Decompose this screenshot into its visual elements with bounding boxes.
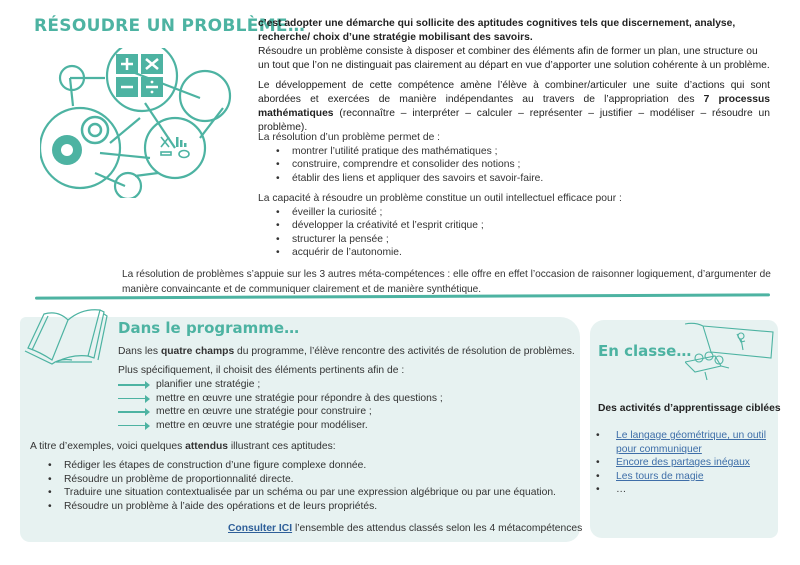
classroom-board-icon	[685, 322, 780, 382]
intro-section	[258, 17, 770, 141]
arrow-right-icon	[118, 411, 148, 413]
programme-specific-intro: Plus spécifiquement, il choisit des éléments pertinents afin de :	[118, 365, 405, 376]
list-item: • développer la créativité et l’esprit critique ;	[276, 219, 778, 233]
examples-list	[30, 459, 570, 513]
strategy-item	[118, 378, 578, 392]
list-item: • …	[596, 483, 776, 497]
resolution-list	[258, 145, 778, 186]
list-item: • construire, comprendre et consolider des notions ;	[276, 158, 778, 172]
open-book-icon	[22, 304, 110, 370]
list-item: • montrer l’utilité pratique des mathématiques ;	[276, 145, 778, 159]
strategy-label: planifier une stratégie ;	[156, 379, 261, 390]
resolution-intro: La résolution d’un problème permet de :	[258, 132, 441, 143]
consult-line	[228, 522, 583, 536]
examples-intro	[30, 440, 570, 454]
classe-subtitle: Des activités d’apprentissage ciblées	[598, 403, 781, 414]
capacite-list	[258, 206, 778, 260]
list-item: • Rédiger les étapes de construction d’une figure complexe donnée.	[48, 459, 570, 473]
strategy-item	[118, 419, 578, 433]
list-item: • structurer la pensée ;	[276, 233, 778, 247]
consult-link[interactable]: Consulter ICI	[228, 523, 293, 534]
intro-text: Résoudre un problème consiste à disposer et combiner des éléments afin de former un plan, une structure ou un tout que l’on ne distinguait pas clairement au départ en vue d’apporter une solution cohérente à un problème.	[258, 46, 770, 71]
arrow-right-icon	[118, 425, 148, 427]
activity-link[interactable]: Le langage géométrique, un outil pour communiquer	[616, 430, 766, 455]
arrow-right-icon	[118, 398, 148, 400]
list-item	[596, 456, 776, 470]
capacite-intro: La capacité à résoudre un problème constitue un outil intellectuel efficace pour :	[258, 193, 622, 204]
consult-text: l’ensemble des attendus classés selon les 4 métacompétences	[292, 523, 583, 534]
list-item: • Résoudre un problème à l’aide des opérations et de leurs propriétés.	[48, 500, 570, 514]
examples-intro-end: illustrant ces aptitudes:	[228, 441, 336, 452]
development-text-end: (reconnaître – interpréter – calculer – représenter – justifier – modéliser – résoudre un problème).	[258, 108, 770, 133]
strategy-label: mettre en œuvre une stratégie pour construire ;	[156, 406, 372, 418]
list-item: • Résoudre un problème de proportionnalité directe.	[48, 473, 570, 487]
development-text	[258, 79, 770, 135]
arrow-right-icon	[118, 384, 148, 386]
intro-definition: c’est adopter une démarche qui sollicite des aptitudes cognitives tels que discernement, analyse, recherche/ choix d’une stratégie mobilisant des savoirs.	[258, 18, 736, 43]
list-item: • acquérir de l’autonomie.	[276, 246, 778, 260]
strategy-list	[118, 378, 578, 432]
activity-link[interactable]: Les tours de magie	[616, 470, 704, 482]
resolution-block	[258, 131, 778, 185]
development-text-start: Le développement de cette compétence amène l’élève à combiner/articuler une suite d’actions qui sont abordées et exercées de manière indépendantes au travers de l’appropriation des	[258, 80, 770, 105]
programme-title: Dans le programme…	[118, 319, 300, 337]
activities-list	[596, 429, 776, 497]
programme-intro-start: Dans les	[118, 346, 161, 357]
list-item: • éveiller la curiosité ;	[276, 206, 778, 220]
strategy-item	[118, 405, 578, 419]
examples-block	[30, 459, 570, 513]
processus-highlight: 7 processus mathématiques	[258, 94, 770, 119]
page-title: RÉSOUDRE UN PROBLÈME…	[34, 16, 306, 36]
strategy-label: mettre en œuvre une stratégie pour répondre à des questions ;	[156, 392, 443, 404]
meta-competences-text: La résolution de problèmes s’appuie sur les 3 autres méta-compétences : elle offre en effet l’occasion de raisonner logiquement, d’argumenter de manière convaincante et de communiquer clairement et de manière synthétique.	[122, 269, 771, 295]
list-item	[596, 470, 776, 484]
list-item: • établir des liens et appliquer des savoirs et savoir-faire.	[276, 172, 778, 186]
strategy-item	[118, 392, 578, 406]
activities-block	[596, 429, 776, 497]
problem-solving-network-icon	[40, 48, 245, 198]
list-item: • Traduire une situation contextualisée par un schéma ou par une expression algébrique ou par une équation.	[48, 486, 570, 500]
list-item	[596, 429, 776, 456]
activity-link[interactable]: Encore des partages inégaux	[616, 457, 750, 469]
classe-title: En classe…	[598, 342, 692, 360]
quatre-champs-highlight: quatre champs	[160, 346, 235, 357]
attendus-highlight: attendus	[185, 441, 229, 452]
capacite-block	[258, 192, 778, 260]
programme-intro-end: du programme, l’élève rencontre des activités de résolution de problèmes.	[234, 346, 575, 357]
examples-intro-start: A titre d’exemples, voici quelques	[30, 441, 186, 452]
strategy-label: mettre en œuvre une stratégie pour modéliser.	[156, 419, 368, 431]
programme-intro	[118, 345, 578, 359]
